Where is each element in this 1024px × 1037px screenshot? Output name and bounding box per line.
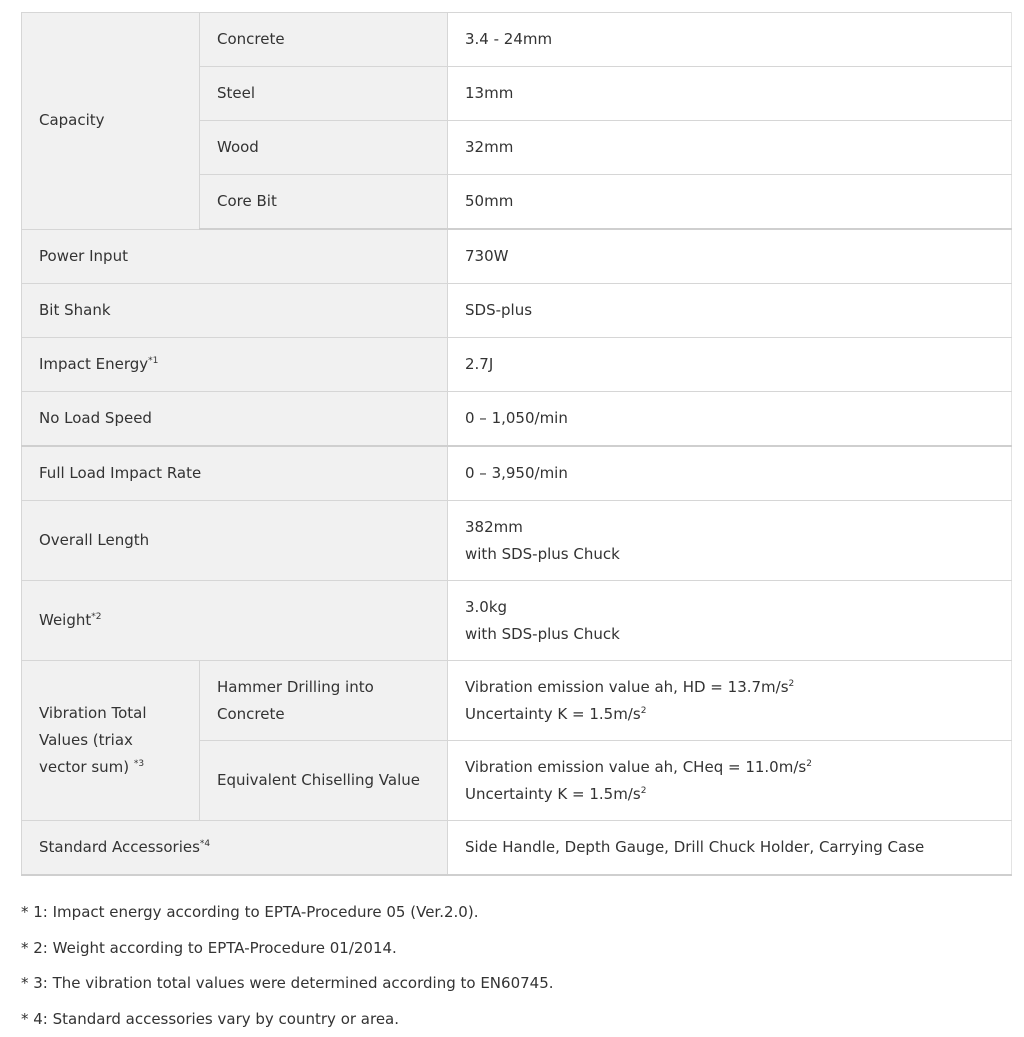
impact-energy-cell [22,338,448,392]
full-load-impact-rate-value: 0 – 3,950/min [448,446,1012,501]
vibration-hammer-label: Hammer Drilling into Concrete [200,661,448,741]
table-row [22,392,1012,447]
capacity-core-bit-value: 50mm [448,175,1012,230]
vibration-cell [22,661,200,821]
table-row [22,229,1012,284]
capacity-concrete-value: 3.4 - 24mm [448,13,1012,67]
bit-shank-value: SDS-plus [448,284,1012,338]
spec-table-container [21,12,1011,876]
footnote-ref: *3 [134,759,144,769]
overall-length-value-line1: 382mm [465,514,994,541]
capacity-concrete-label: Concrete [200,13,448,67]
weight-value-line2: with SDS-plus Chuck [465,621,994,648]
standard-accessories-value: Side Handle, Depth Gauge, Drill Chuck Holder, Carrying Case [448,821,1012,876]
overall-length-label: Overall Length [22,501,448,581]
table-row [22,581,1012,661]
no-load-speed-value: 0 – 1,050/min [448,392,1012,447]
footnote-ref: *1 [148,356,158,366]
weight-value [448,581,1012,661]
table-row [22,821,1012,876]
standard-accessories-cell [22,821,448,876]
footnote-ref: *4 [200,839,210,849]
table-row [22,13,1012,67]
footnotes [21,895,1011,1037]
power-input-value: 730W [448,229,1012,284]
capacity-label: Capacity [22,13,200,230]
vibration-label: Vibration Total Values (triax vector sum) [39,704,147,776]
specifications-table [21,12,1012,876]
vibration-hammer-line2: Uncertainty $K = 1.5m/s^2$ [465,701,994,728]
capacity-core-bit-label: Core Bit [200,175,448,230]
bit-shank-label: Bit Shank [22,284,448,338]
vibration-chisel-value [448,741,1012,821]
vibration-chisel-line2: Uncertainty $K = 1.5m/s^2$ [465,781,994,808]
power-input-label: Power Input [22,229,448,284]
overall-length-value [448,501,1012,581]
table-row [22,501,1012,581]
vibration-chisel-line1: Vibration emission value ah, CHeq = $11.0m/s^2$ [465,754,994,781]
capacity-wood-label: Wood [200,121,448,175]
vibration-hammer-value [448,661,1012,741]
full-load-impact-rate-label: Full Load Impact Rate [22,446,448,501]
standard-accessories-label: Standard Accessories [39,838,200,856]
weight-cell [22,581,448,661]
no-load-speed-label: No Load Speed [22,392,448,447]
table-row [22,338,1012,392]
table-row [22,446,1012,501]
impact-energy-value: 2.7J [448,338,1012,392]
table-row [22,661,1012,741]
footnote-3: * 3: The vibration total values were determined according to EN60745. [21,966,1011,1002]
impact-energy-label: Impact Energy [39,355,148,373]
overall-length-value-line2: with SDS-plus Chuck [465,541,994,568]
weight-value-line1: 3.0kg [465,594,994,621]
capacity-steel-value: 13mm [448,67,1012,121]
footnote-4: * 4: Standard accessories vary by country or area. [21,1002,1011,1037]
footnote-ref: *2 [91,612,101,622]
footnote-1: * 1: Impact energy according to EPTA-Procedure 05 (Ver.2.0). [21,895,1011,931]
vibration-hammer-line1: Vibration emission value ah, HD = $13.7m/s^2$ [465,674,994,701]
weight-label: Weight [39,611,91,629]
capacity-steel-label: Steel [200,67,448,121]
table-row [22,284,1012,338]
footnote-2: * 2: Weight according to EPTA-Procedure 01/2014. [21,931,1011,967]
capacity-wood-value: 32mm [448,121,1012,175]
vibration-chisel-label: Equivalent Chiselling Value [200,741,448,821]
